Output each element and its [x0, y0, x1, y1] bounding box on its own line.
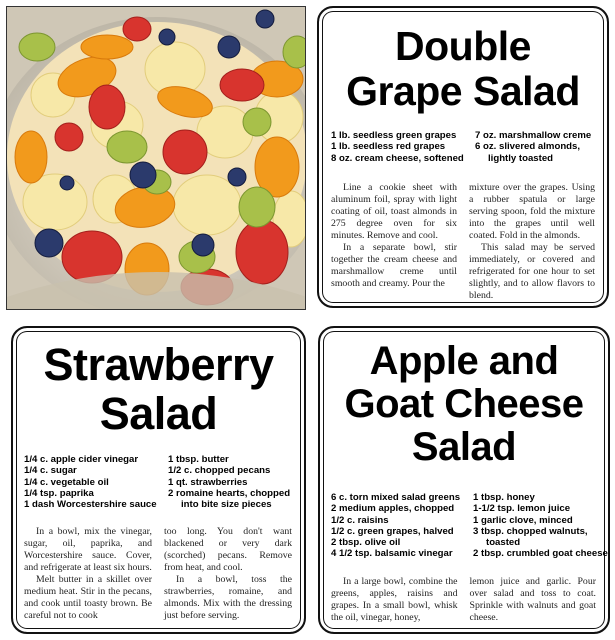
ingredient-item: 1/4 c. apple cider vinegar	[24, 454, 139, 465]
directions-paragraph: In a bowl, mix the vinegar, sugar, oil, paprika, and Worcestershire sauce. Cover, and refrigerate at least six hours.	[24, 526, 152, 573]
directions-column	[470, 576, 597, 624]
recipe-title	[319, 24, 607, 114]
ingredient-item: 2 tbsp. crumbled goat cheese	[473, 548, 608, 560]
directions-paragraph: too long. You don't want blackened or very dark (scorched) pecans. Remove from heat, and cool.	[164, 526, 292, 573]
ingredient-item: 4 1/2 tsp. balsamic vinegar	[331, 548, 453, 560]
recipe-title-line: Salad	[411, 425, 517, 469]
ingredient-list	[331, 130, 591, 164]
directions-paragraph: In a bowl, toss the strawberries, romaine, and almonds. Mix with the dressing just before serving.	[164, 574, 292, 621]
directions-column	[469, 182, 595, 302]
ingredient-item: 1 tbsp. butter	[168, 454, 229, 465]
recipe-card-double-grape-salad	[317, 6, 609, 308]
recipe-title-line: Apple and	[369, 339, 559, 383]
ingredient-column	[331, 492, 467, 560]
fruit-salad-illustration	[7, 7, 306, 310]
ingredient-item: 1/2 c. raisins	[331, 514, 389, 526]
directions-paragraph: Melt butter in a skillet over medium heat. Stir in the pecans, and cook until toasty brown. Be careful not to cook	[24, 574, 152, 621]
recipe-card-strawberry-salad	[11, 326, 306, 634]
recipe-title-line: Double	[395, 23, 531, 69]
ingredient-item: lightly toasted	[488, 152, 554, 164]
directions-paragraph: In a large bowl, combine the greens, apples, raisins and grapes. In a small bowl, whisk the oil, vinegar, honey,	[331, 576, 458, 623]
ingredient-item: 1/4 c. vegetable oil	[24, 476, 109, 488]
ingredient-item: 7 oz. marshmallow creme	[475, 130, 592, 141]
ingredient-item: into bite size pieces	[181, 499, 272, 511]
ingredient-item: 1 qt. strawberries	[168, 476, 248, 488]
ingredient-item: 1/4 c. sugar	[24, 465, 77, 477]
recipe-title	[13, 340, 304, 438]
directions-column	[331, 182, 457, 302]
ingredient-item: 1 garlic clove, minced	[473, 514, 573, 526]
directions-paragraph: lemon juice and garlic. Pour over salad and toss to coat. Sprinkle with walnuts and goat cheese.	[469, 576, 596, 623]
directions-column	[24, 526, 152, 622]
ingredient-item: 1 dash Worcestershire sauce	[24, 499, 157, 511]
ingredient-item: 1/4 tsp. paprika	[24, 487, 94, 499]
recipe-title-line: Salad	[99, 388, 218, 439]
ingredient-item: 6 c. torn mixed salad greens	[331, 492, 461, 503]
ingredient-item: 1 lb. seedless green grapes	[331, 130, 457, 141]
ingredient-item: 1 tbsp. honey	[473, 492, 535, 503]
ingredient-list	[331, 492, 608, 560]
recipe-title	[320, 340, 608, 469]
recipe-title-line: Grape Salad	[346, 68, 580, 114]
ingredient-item: 8 oz. cream cheese, softened	[331, 152, 464, 164]
ingredient-item: 2 romaine hearts, chopped	[168, 487, 291, 499]
ingredient-column	[168, 454, 290, 510]
recipe-directions	[331, 576, 596, 624]
directions-column	[164, 526, 292, 622]
ingredient-item: 6 oz. slivered almonds,	[475, 141, 581, 153]
recipe-directions	[24, 526, 292, 622]
ingredient-column	[475, 130, 591, 164]
recipe-card-apple-goat-cheese-salad	[318, 326, 610, 634]
ingredient-list	[24, 454, 290, 510]
ingredient-column	[24, 454, 162, 510]
ingredient-item: 1/2 c. chopped pecans	[168, 465, 271, 477]
directions-column	[331, 576, 458, 624]
ingredient-item: toasted	[486, 537, 521, 549]
ingredient-column	[331, 130, 469, 164]
directions-paragraph: In a separate bowl, stir together the cream cheese and marshmallow creme until smooth and creamy. Pour the	[331, 242, 457, 289]
ingredient-item: 3 tbsp. chopped walnuts,	[473, 525, 588, 537]
directions-paragraph: mixture over the grapes. Using a rubber spatula or large serving spoon, fold the mixture into the grapes until well coated. Fold in the almonds.	[469, 182, 595, 241]
fruit-salad-photo	[6, 6, 306, 310]
ingredient-column	[473, 492, 608, 560]
directions-paragraph: Line a cookie sheet with aluminum foil, spray with light coating of oil, toast almonds in 275 degree oven for six minutes. Remove and cool.	[331, 182, 457, 241]
recipe-title-line: Goat Cheese	[344, 382, 584, 426]
recipe-directions	[331, 182, 595, 302]
directions-paragraph: This salad may be served immediately, or covered and refrigerated for one hour to set slightly, and to allow flavors to blend.	[469, 242, 595, 301]
recipe-title-line: Strawberry	[43, 339, 274, 390]
ingredient-item: 2 tbsp. olive oil	[331, 537, 401, 549]
ingredient-item: 1 lb. seedless red grapes	[331, 141, 446, 153]
ingredient-item: 2 medium apples, chopped	[331, 503, 455, 515]
ingredient-item: 1-1/2 tsp. lemon juice	[473, 503, 571, 515]
ingredient-item: 1/2 c. green grapes, halved	[331, 525, 454, 537]
